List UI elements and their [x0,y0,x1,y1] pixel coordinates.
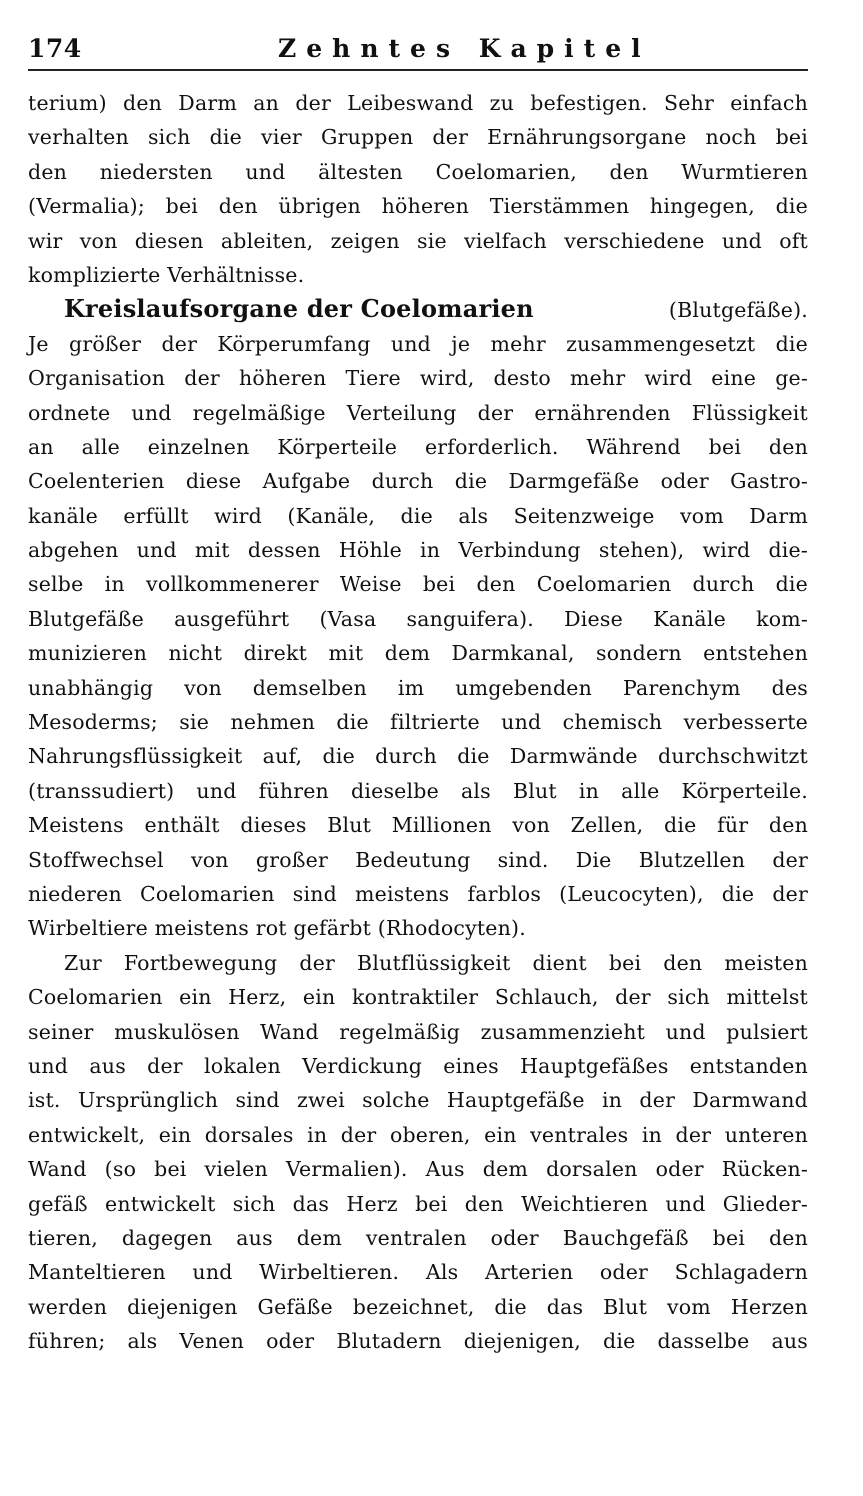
text-line: Zur Fortbewegung der Blutflüssigkeit dient bei den meisten [64,950,808,975]
text-line: unabhängig von demselben im umgebenden Parenchym des [28,675,808,700]
text-line: Wirbeltiere meistens rot gefärbt (Rhodocyten). [28,916,526,941]
text-line: Blutgefäße ausgeführt (Vasa sanguifera). Diese Kanäle kom- [28,606,808,631]
text-line: Organisation der höheren Tiere wird, desto mehr wird eine ge- [28,366,808,391]
text-line: selbe in vollkommenerer Weise bei den Coelomarien durch die [28,572,808,597]
section-heading-line [28,292,808,326]
text-line: komplizierte Verhältnisse. [28,262,305,287]
text-line: niederen Coelomarien sind meistens farblos (Leucocyten), die der [28,881,808,906]
running-title: Zehntes Kapitel [278,34,651,63]
text-line: an alle einzelnen Körperteile erforderlich. Während bei den [28,434,808,459]
text-line: terium) den Darm an der Leibeswand zu befestigen. Sehr einfach [28,91,808,115]
text-line: Nahrungsflüssigkeit auf, die durch die Darmwände durchschwitzt [28,744,808,769]
text-line: Coelomarien ein Herz, ein kontraktiler Schlauch, der sich mittelst [28,985,808,1010]
text-line: werden diejenigen Gefäße bezeichnet, die das Blut vom Herzen [28,1294,808,1319]
header-rule [28,69,808,71]
section-heading: Kreislaufsorgane der Coelomarien [64,294,534,324]
section-heading-subtitle: (Blutgefäße). [668,298,808,323]
text-line: munizieren nicht direkt mit dem Darmkanal, sondern entstehen [28,641,808,666]
text-line: (Vermalia); bei den übrigen höheren Tierstämmen hingegen, die [28,194,808,219]
text-line: Mesoderms; sie nehmen die filtrierte und chemisch verbesserte [28,710,808,735]
text-line: ordnete und regelmäßige Verteilung der ernährenden Flüssigkeit [28,400,808,425]
text-line: und aus der lokalen Verdickung eines Hauptgefäßes entstanden [28,1053,808,1078]
text-line: abgehen und mit dessen Höhle in Verbindung stehen), wird die- [28,538,808,563]
page-number: 174 [28,34,82,63]
text-line: ist. Ursprünglich sind zwei solche Hauptgefäße in der Darmwand [28,1088,808,1113]
text-line: Stoffwechsel von großer Bedeutung sind. Die Blutzellen der [28,847,808,872]
text-line: Wand (so bei vielen Vermalien). Aus dem dorsalen oder Rücken- [28,1157,808,1182]
paragraph-1 [28,86,808,292]
page-header [28,34,808,70]
text-line: wir von diesen ableiten, zeigen sie vielfach verschiedene und oft [28,228,808,253]
text-line: führen; als Venen oder Blutadern diejenigen, die dasselbe aus [28,1329,808,1354]
paragraph-3 [28,946,808,1359]
text-line: Coelenterien diese Aufgabe durch die Darmgefäße oder Gastro- [28,469,808,494]
text-line: (transsudiert) und führen dieselbe als Blut in alle Körperteile. [28,778,808,803]
text-line: Manteltieren und Wirbeltieren. Als Arterien oder Schlagadern [28,1260,808,1285]
text-line: entwickelt, ein dorsales in der oberen, ein ventrales in der unteren [28,1122,808,1147]
paragraph-2 [28,327,808,946]
text-line: gefäß entwickelt sich das Herz bei den Weichtieren und Glieder- [28,1191,808,1216]
text-line: Je größer der Körperumfang und je mehr zusammengesetzt die [28,331,808,356]
text-line: seiner muskulösen Wand regelmäßig zusammenzieht und pulsiert [28,1019,808,1044]
text-line: kanäle erfüllt wird (Kanäle, die als Seitenzweige vom Darm [28,503,808,528]
text-line: den niedersten und ältesten Coelomarien, den Wurmtieren [28,159,808,184]
text-line: Meistens enthält dieses Blut Millionen von Zellen, die für den [28,813,808,838]
text-line: verhalten sich die vier Gruppen der Ernährungsorgane noch bei [28,125,808,150]
text-line: tieren, dagegen aus dem ventralen oder Bauchgefäß bei den [28,1225,808,1250]
body-text [28,86,808,1358]
